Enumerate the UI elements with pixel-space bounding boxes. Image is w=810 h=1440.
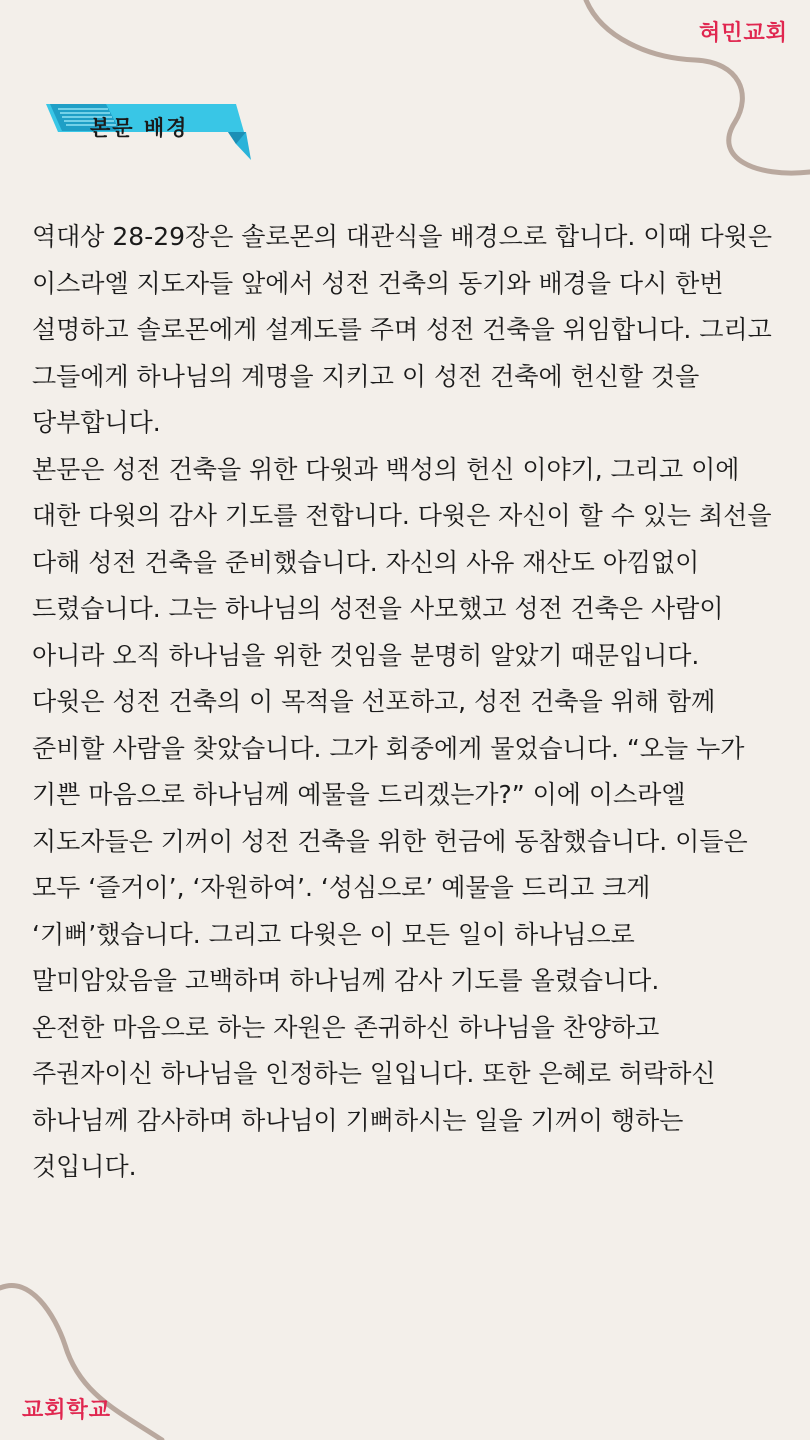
paragraph-3: 다윗은 성전 건축의 이 목적을 선포하고, 성전 건축을 위해 함께 준비할 사람을 찾았습니다. 그가 회중에게 물었습니다. “오늘 누가 기쁜 마음으로 하나님께 예물을 드리겠는가?” 이에 이스라엘 지도자들은 기꺼이 성전 건축을 위한 헌금에 동참했습니다. 이들은 모두 ‘즐거이’, ‘자원하여’. ‘성심으로’ 예물을 드리고 크게 ‘기뻐’했습니다. 그리고 다윗은 이 모든 일이 하나님으로 말미암았음을 고백하며 하나님께 감사 기도를 올렸습니다. — [32, 687, 748, 995]
paragraph-1: 역대상 28-29장은 솔로몬의 대관식을 배경으로 합니다. 이때 다윗은 이스라엘 지도자들 앞에서 성전 건축의 동기와 배경을 다시 한번 설명하고 솔로몬에게 설계도를 주며 성전 건축을 위임합니다. 그리고 그들에게 하나님의 계명을 지키고 이 성전 건축에 헌신할 것을 당부합니다. — [32, 222, 772, 437]
brand-logo-bottom: 교회학교 — [22, 1398, 112, 1423]
paragraph-4: 온전한 마음으로 하는 자원은 존귀하신 하나님을 찬양하고 주권자이신 하나님을 인정하는 일입니다. 또한 은혜로 허락하신 하나님께 감사하며 하나님이 기뻐하시는 일을 기꺼이 행하는 것입니다. — [32, 1012, 716, 1181]
brand-logo-top: 혀민교회 — [698, 21, 788, 46]
paragraph-2: 본문은 성전 건축을 위한 다윗과 백성의 헌신 이야기, 그리고 이에 대한 다윗의 감사 기도를 전합니다. 다윗은 자신이 할 수 있는 최선을 다해 성전 건축을 준비했습니다. 자신의 사유 재산도 아낌없이 드렸습니다. 그는 하나님의 성전을 사모했고 성전 건축은 사람이 아니라 오직 하나님을 위한 것임을 분명히 알았기 때문입니다. — [32, 454, 772, 670]
body-text — [32, 214, 780, 1191]
section-title: 본문 배경 — [90, 116, 189, 140]
